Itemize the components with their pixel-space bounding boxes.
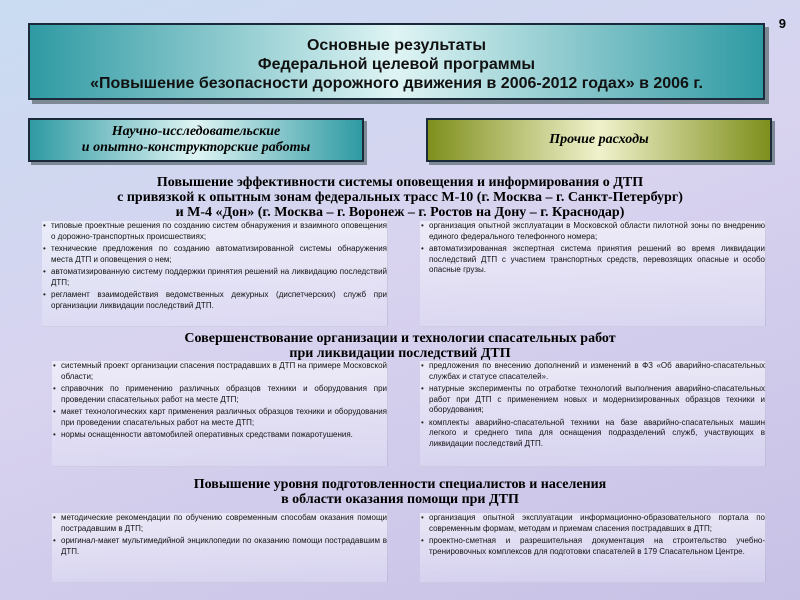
bullet-icon: • [421, 361, 424, 370]
section-3-left-list [52, 513, 387, 557]
bullet-icon: • [43, 290, 46, 299]
list-item-text: предложения по внесению дополнений и изменений в ФЗ «Об аварийно-спасательных службах и статусе спасателей». [429, 361, 765, 381]
section-2-left-list [52, 361, 387, 441]
list-item-text: натурные эксперименты по отработке технологий выполнения аварийно-спасательных работ при ДТП с применением новых и модернизированных образцов техники и оборудования; [429, 384, 765, 414]
section-1-left-panel [42, 221, 388, 327]
bullet-icon: • [53, 384, 56, 393]
list-item [52, 384, 387, 405]
list-item [42, 221, 387, 242]
slide-title-box [28, 23, 765, 100]
list-item-text: проектно-сметная и разрешительная документация на строительство учебно-тренировочных комплексов для подготовки спасателей в 179 Спасательном Центре. [429, 536, 765, 556]
list-item [52, 430, 387, 441]
section-title-notification [40, 175, 760, 220]
list-item-text: комплекты аварийно-спасательной техники на базе аварийно-спасательных машин легкого и среднего типа для оснащения подразделений служб, участвующих в ликвидации последствий ДТП. [429, 417, 765, 448]
category-other-expenses [426, 118, 772, 162]
list-item [420, 361, 765, 382]
title-line-3: «Повышение безопасности дорожного движения в 2006-2012 годах» в 2006 г. [90, 75, 703, 92]
list-item-text: автоматизированная экспертная система принятия решений во время ликвидации последствий ДТП с участием транспортных средств, перевозящих опасные и особо опасные грузы. [429, 244, 765, 274]
section-1-right-panel [420, 221, 766, 327]
list-item [420, 221, 765, 242]
section-2-right-list [420, 361, 765, 449]
bullet-icon: • [53, 361, 56, 370]
category-rnd-works [28, 118, 364, 162]
bullet-icon: • [43, 244, 46, 253]
list-item-text: автоматизированную систему поддержки принятия решений на ликвидацию последствий ДТП; [51, 267, 387, 287]
section-3-right-list [420, 513, 765, 557]
bullet-icon: • [43, 221, 46, 230]
list-item [420, 244, 765, 276]
title-line-2: Федеральной целевой программы [257, 56, 536, 73]
bullet-icon: • [53, 536, 56, 545]
section-3-right-panel [420, 513, 766, 583]
category-other-line-1: Прочие расходы [549, 132, 649, 147]
section-title-line: Повышение эффективности системы оповещения и информирования о ДТП [156, 175, 644, 190]
section-title-line: в области оказания помощи при ДТП [281, 492, 519, 507]
list-item-text: методические рекомендации по обучению современным способам оказания помощи пострадавшим в ДТП; [61, 513, 387, 533]
bullet-icon: • [53, 407, 56, 416]
list-item-text: нормы оснащенности автомобилей оперативных средствами пожаротушения. [61, 430, 353, 439]
list-item [52, 513, 387, 534]
list-item [420, 513, 765, 534]
section-title-training [40, 477, 760, 507]
bullet-icon: • [421, 536, 424, 545]
list-item-text: макет технологических карт применения различных образцов техники и оборудования при проведении спасательных работ на месте ДТП; [61, 407, 387, 427]
bullet-icon: • [53, 513, 56, 522]
list-item-text: организация опытной эксплуатации в Московской области пилотной зоны по внедрению единого федерального телефонного номера; [429, 221, 765, 241]
bullet-icon: • [421, 513, 424, 522]
list-item-text: справочник по применению различных образцов техники и оборудования при проведении спасательных работ на месте ДТП; [61, 384, 387, 404]
section-2-left-panel [52, 361, 388, 467]
list-item [420, 384, 765, 416]
category-rnd-line-2: и опытно-конструкторские работы [81, 140, 311, 155]
bullet-icon: • [421, 244, 424, 253]
bullet-icon: • [421, 417, 424, 427]
list-item [52, 536, 387, 557]
bullet-icon: • [43, 267, 46, 276]
section-title-line: с привязкой к опытным зонам федеральных трасс М-10 (г. Москва – г. Санкт-Петербург) [117, 190, 683, 205]
section-2-right-panel [420, 361, 766, 467]
list-item-text: оригинал-макет мультимедийной энциклопедии по оказанию помощи пострадавшим в ДТП. [61, 536, 387, 556]
category-rnd-line-1: Научно-исследовательские [111, 124, 281, 139]
section-3-left-panel [52, 513, 388, 583]
list-item [420, 418, 765, 450]
slide-number: 9 [778, 16, 786, 31]
bullet-icon: • [421, 384, 424, 393]
bullet-icon: • [421, 221, 424, 230]
list-item [52, 407, 387, 428]
list-item-text: системный проект организации спасения пострадавших в ДТП на примере Московской области; [61, 361, 387, 381]
list-item [420, 536, 765, 557]
list-item-text: типовые проектные решения по созданию систем обнаружения и взаимного оповещения о дорожно-транспортных происшествиях; [51, 221, 387, 241]
section-1-left-list [42, 221, 387, 311]
section-title-line: и М-4 «Дон» (г. Москва – г. Воронеж – г. Ростов на Дону – г. Краснодар) [175, 205, 625, 220]
list-item [42, 244, 387, 265]
section-title-line: Совершенствование организации и технологии спасательных работ [184, 331, 616, 346]
section-title-line: при ликвидации последствий ДТП [289, 346, 511, 361]
section-1-right-list [420, 221, 765, 276]
list-item-text: организация опытной эксплуатации информационно-образовательного портала по современным формам, методам и приемам спасения пострадавших в ДТП; [429, 513, 765, 533]
list-item [42, 267, 387, 288]
list-item-text: регламент взаимодействия ведомственных дежурных (диспетчерских) служб при организации ликвидации последствий ДТП. [51, 290, 387, 310]
bullet-icon: • [53, 430, 56, 439]
list-item-text: технические предложения по созданию автоматизированной системы обнаружения места ДТП и оповещения о нем; [51, 244, 387, 264]
list-item [42, 290, 387, 311]
section-title-line: Повышение уровня подготовленности специалистов и населения [193, 477, 607, 492]
title-line-1: Основные результаты [306, 37, 487, 54]
section-title-rescue [40, 331, 760, 361]
list-item [52, 361, 387, 382]
